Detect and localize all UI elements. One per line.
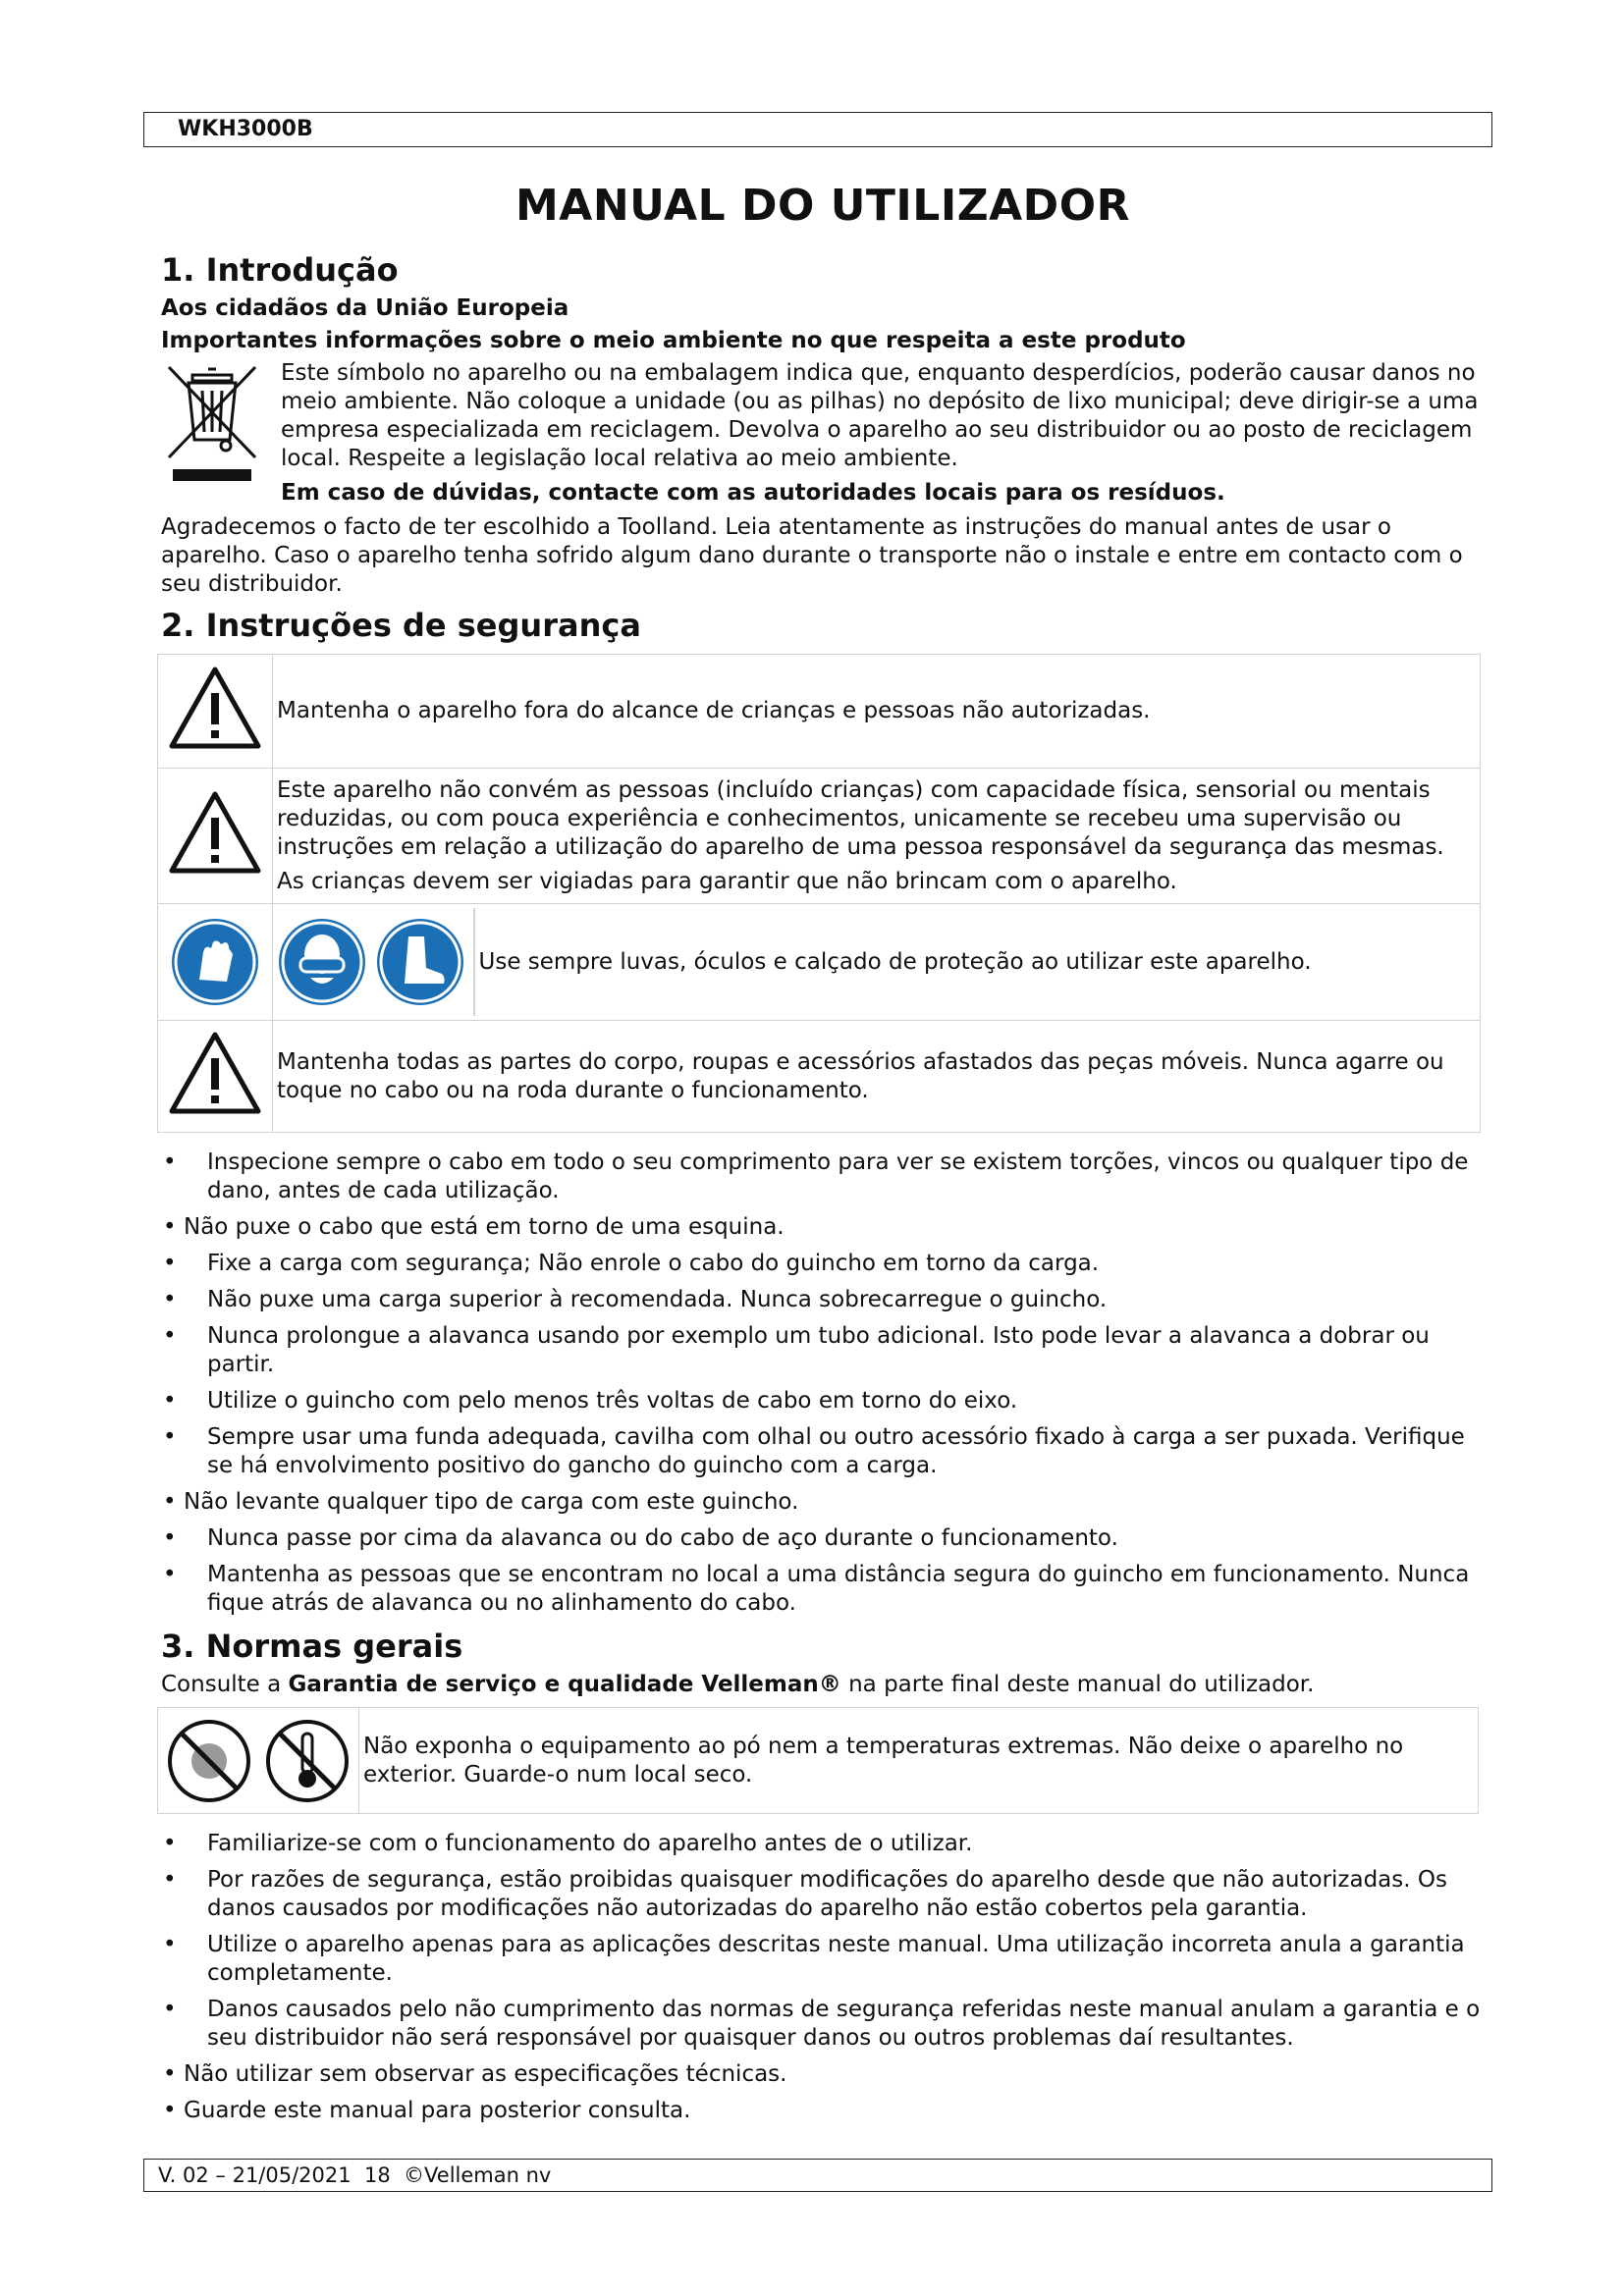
- warning-icon-cell: [158, 769, 273, 904]
- intro-subheading-env: Importantes informações sobre o meio ambiente no que respeita a este produto: [161, 328, 1186, 353]
- header-bar: [143, 112, 1492, 147]
- list-item: • Não puxe o cabo que está em torno de uma esquina.: [161, 1213, 1485, 1242]
- list-item: • Danos causados pelo não cumprimento das normas de segurança referidas neste manual anulam a garantia e o seu distribuidor não será responsável por quaisquer danos ou outros problemas daí resultantes.: [161, 1996, 1485, 2053]
- list-item: • Nunca passe por cima da alavanca ou do cabo de aço durante o funcionamento.: [161, 1524, 1485, 1553]
- intro-subheading-eu: Aos cidadãos da União Europeia: [161, 295, 569, 321]
- safety-row-text-main: Este aparelho não convém as pessoas (incluído crianças) com capacidade física, sensorial ou mentais reduzidas, ou com pouca experiência e conhecimentos, unicamente se recebeu uma supervisão ou instruções em relação a utilização do aparelho de uma pessoa responsável da segurança das mesmas.: [277, 776, 1444, 860]
- environment-table: [157, 1707, 1479, 1814]
- weee-notice: [161, 359, 1485, 507]
- no-dust-icon: [164, 1716, 254, 1806]
- safety-bullet-list: [161, 1148, 1485, 1618]
- safety-row: [158, 769, 1481, 904]
- safety-row-text: Mantenha todas as partes do corpo, roupas e acessórios afastados das peças móveis. Nunca agarre ou toque no cabo ou na roda durante o funcionamento.: [273, 1021, 1481, 1133]
- list-item: • Familiarize-se com o funcionamento do aparelho antes de o utilizar.: [161, 1830, 1485, 1858]
- environment-row-text: Não exponha o equipamento ao pó nem a temperaturas extremas. Não deixe o aparelho no exterior. Guarde-o num local seco.: [359, 1708, 1479, 1814]
- warning-icon-cell: [158, 1021, 273, 1133]
- no-extreme-temperature-icon: [262, 1716, 352, 1806]
- warning-icon: [168, 790, 262, 875]
- warning-icon-cell: [158, 655, 273, 769]
- list-item: • Mantenha as pessoas que se encontram no local a uma distância segura do guincho em funcionamento. Nunca fique atrás de alavanca ou no alinhamento do cabo.: [161, 1561, 1485, 1618]
- weee-contact-note: Em caso de dúvidas, contacte com as autoridades locais para os resíduos.: [281, 480, 1225, 506]
- list-item: • Fixe a carga com segurança; Não enrole o cabo do guincho em torno da carga.: [161, 1250, 1485, 1278]
- document-body: [161, 177, 1485, 2133]
- list-item: • Nunca prolongue a alavanca usando por exemplo um tubo adicional. Isto pode levar a alavanca a dobrar ou partir.: [161, 1322, 1485, 1379]
- warranty-reference-pre: Consulte a: [161, 1672, 289, 1697]
- weee-symbol: [161, 359, 263, 507]
- list-item: • Inspecione sempre o cabo em todo o seu comprimento para ver se existem torções, vincos ou qualquer tipo de dano, antes de cada utilização.: [161, 1148, 1485, 1205]
- crossed-bin-icon: [163, 359, 261, 481]
- safety-row-text: Use sempre luvas, óculos e calçado de proteção ao utilizar este aparelho.: [478, 948, 1312, 975]
- goggles-icon: [277, 917, 367, 1007]
- safety-table: [157, 654, 1481, 1133]
- safety-row-text: [273, 769, 1481, 904]
- ppe-icons-cell: [158, 904, 273, 1021]
- thanks-paragraph: Agradecemos o facto de ter escolhido a Toolland. Leia atentamente as instruções do manual antes de usar o aparelho. Caso o aparelho tenha sofrido algum dano durante o transporte não o instale e entre em contacto com o seu distribuidor.: [161, 514, 1463, 597]
- section-heading-intro: 1. Introdução: [161, 251, 399, 289]
- weee-text: Este símbolo no aparelho ou na embalagem indica que, enquanto desperdícios, poderão causar danos no meio ambiente. Não coloque a unidade (ou as pilhas) no depósito de lixo municipal; deve dirigir-se a uma empresa especializada em reciclagem. Devolva o aparelho ao seu distribuidor ou ao posto de reciclagem local. Respeite a legislação local relativa ao meio ambiente.: [281, 360, 1479, 471]
- list-item: • Não levante qualquer tipo de carga com este guincho.: [161, 1488, 1485, 1517]
- warning-icon: [168, 666, 262, 750]
- safety-row-text-children: As crianças devem ser vigiadas para garantir que não brincam com o aparelho.: [277, 868, 1177, 894]
- list-item: • Sempre usar uma funda adequada, cavilha com olhal ou outro acessório fixado à carga a ser puxada. Verifique se há envolvimento positivo do gancho do guincho com a carga.: [161, 1423, 1485, 1480]
- environment-icons-cell: [158, 1708, 359, 1814]
- list-item: • Não puxe uma carga superior à recomendada. Nunca sobrecarregue o guincho.: [161, 1286, 1485, 1314]
- safety-row: [158, 655, 1481, 769]
- section-heading-general: 3. Normas gerais: [161, 1628, 463, 1665]
- boots-icon: [375, 917, 465, 1007]
- list-item: • Utilize o aparelho apenas para as aplicações descritas neste manual. Uma utilização incorreta anula a garantia completamente.: [161, 1931, 1485, 1988]
- safety-row-text: Mantenha o aparelho fora do alcance de crianças e pessoas não autorizadas.: [273, 655, 1481, 769]
- list-item: • Por razões de segurança, estão proibidas quaisquer modificações do aparelho desde que não autorizadas. Os danos causados por modificações não autorizadas do aparelho não estão cobertos pela garantia.: [161, 1866, 1485, 1923]
- safety-row: [158, 1021, 1481, 1133]
- safety-row: [158, 904, 1481, 1021]
- footer-text: V. 02 – 21/05/2021 18 ©Velleman nv: [158, 2163, 552, 2187]
- warning-icon: [168, 1031, 262, 1115]
- section-heading-safety: 2. Instruções de segurança: [161, 607, 641, 644]
- warranty-reference: [161, 1671, 1485, 1699]
- page-title: MANUAL DO UTILIZADOR: [515, 181, 1130, 231]
- list-item: • Guarde este manual para posterior consulta.: [161, 2097, 1485, 2125]
- general-bullet-list: [161, 1830, 1485, 2125]
- footer-bar: [143, 2159, 1492, 2192]
- warranty-reference-post: na parte final deste manual do utilizador.: [840, 1672, 1315, 1697]
- warranty-reference-bold: Garantia de serviço e qualidade Velleman®: [288, 1672, 841, 1697]
- environment-row: [158, 1708, 1479, 1814]
- list-item: • Não utilizar sem observar as especificações técnicas.: [161, 2060, 1485, 2089]
- gloves-icon: [170, 917, 260, 1007]
- ppe-row-text-cell: [273, 904, 1481, 1021]
- model-label: WKH3000B: [178, 117, 313, 141]
- list-item: • Utilize o guincho com pelo menos três voltas de cabo em torno do eixo.: [161, 1387, 1485, 1415]
